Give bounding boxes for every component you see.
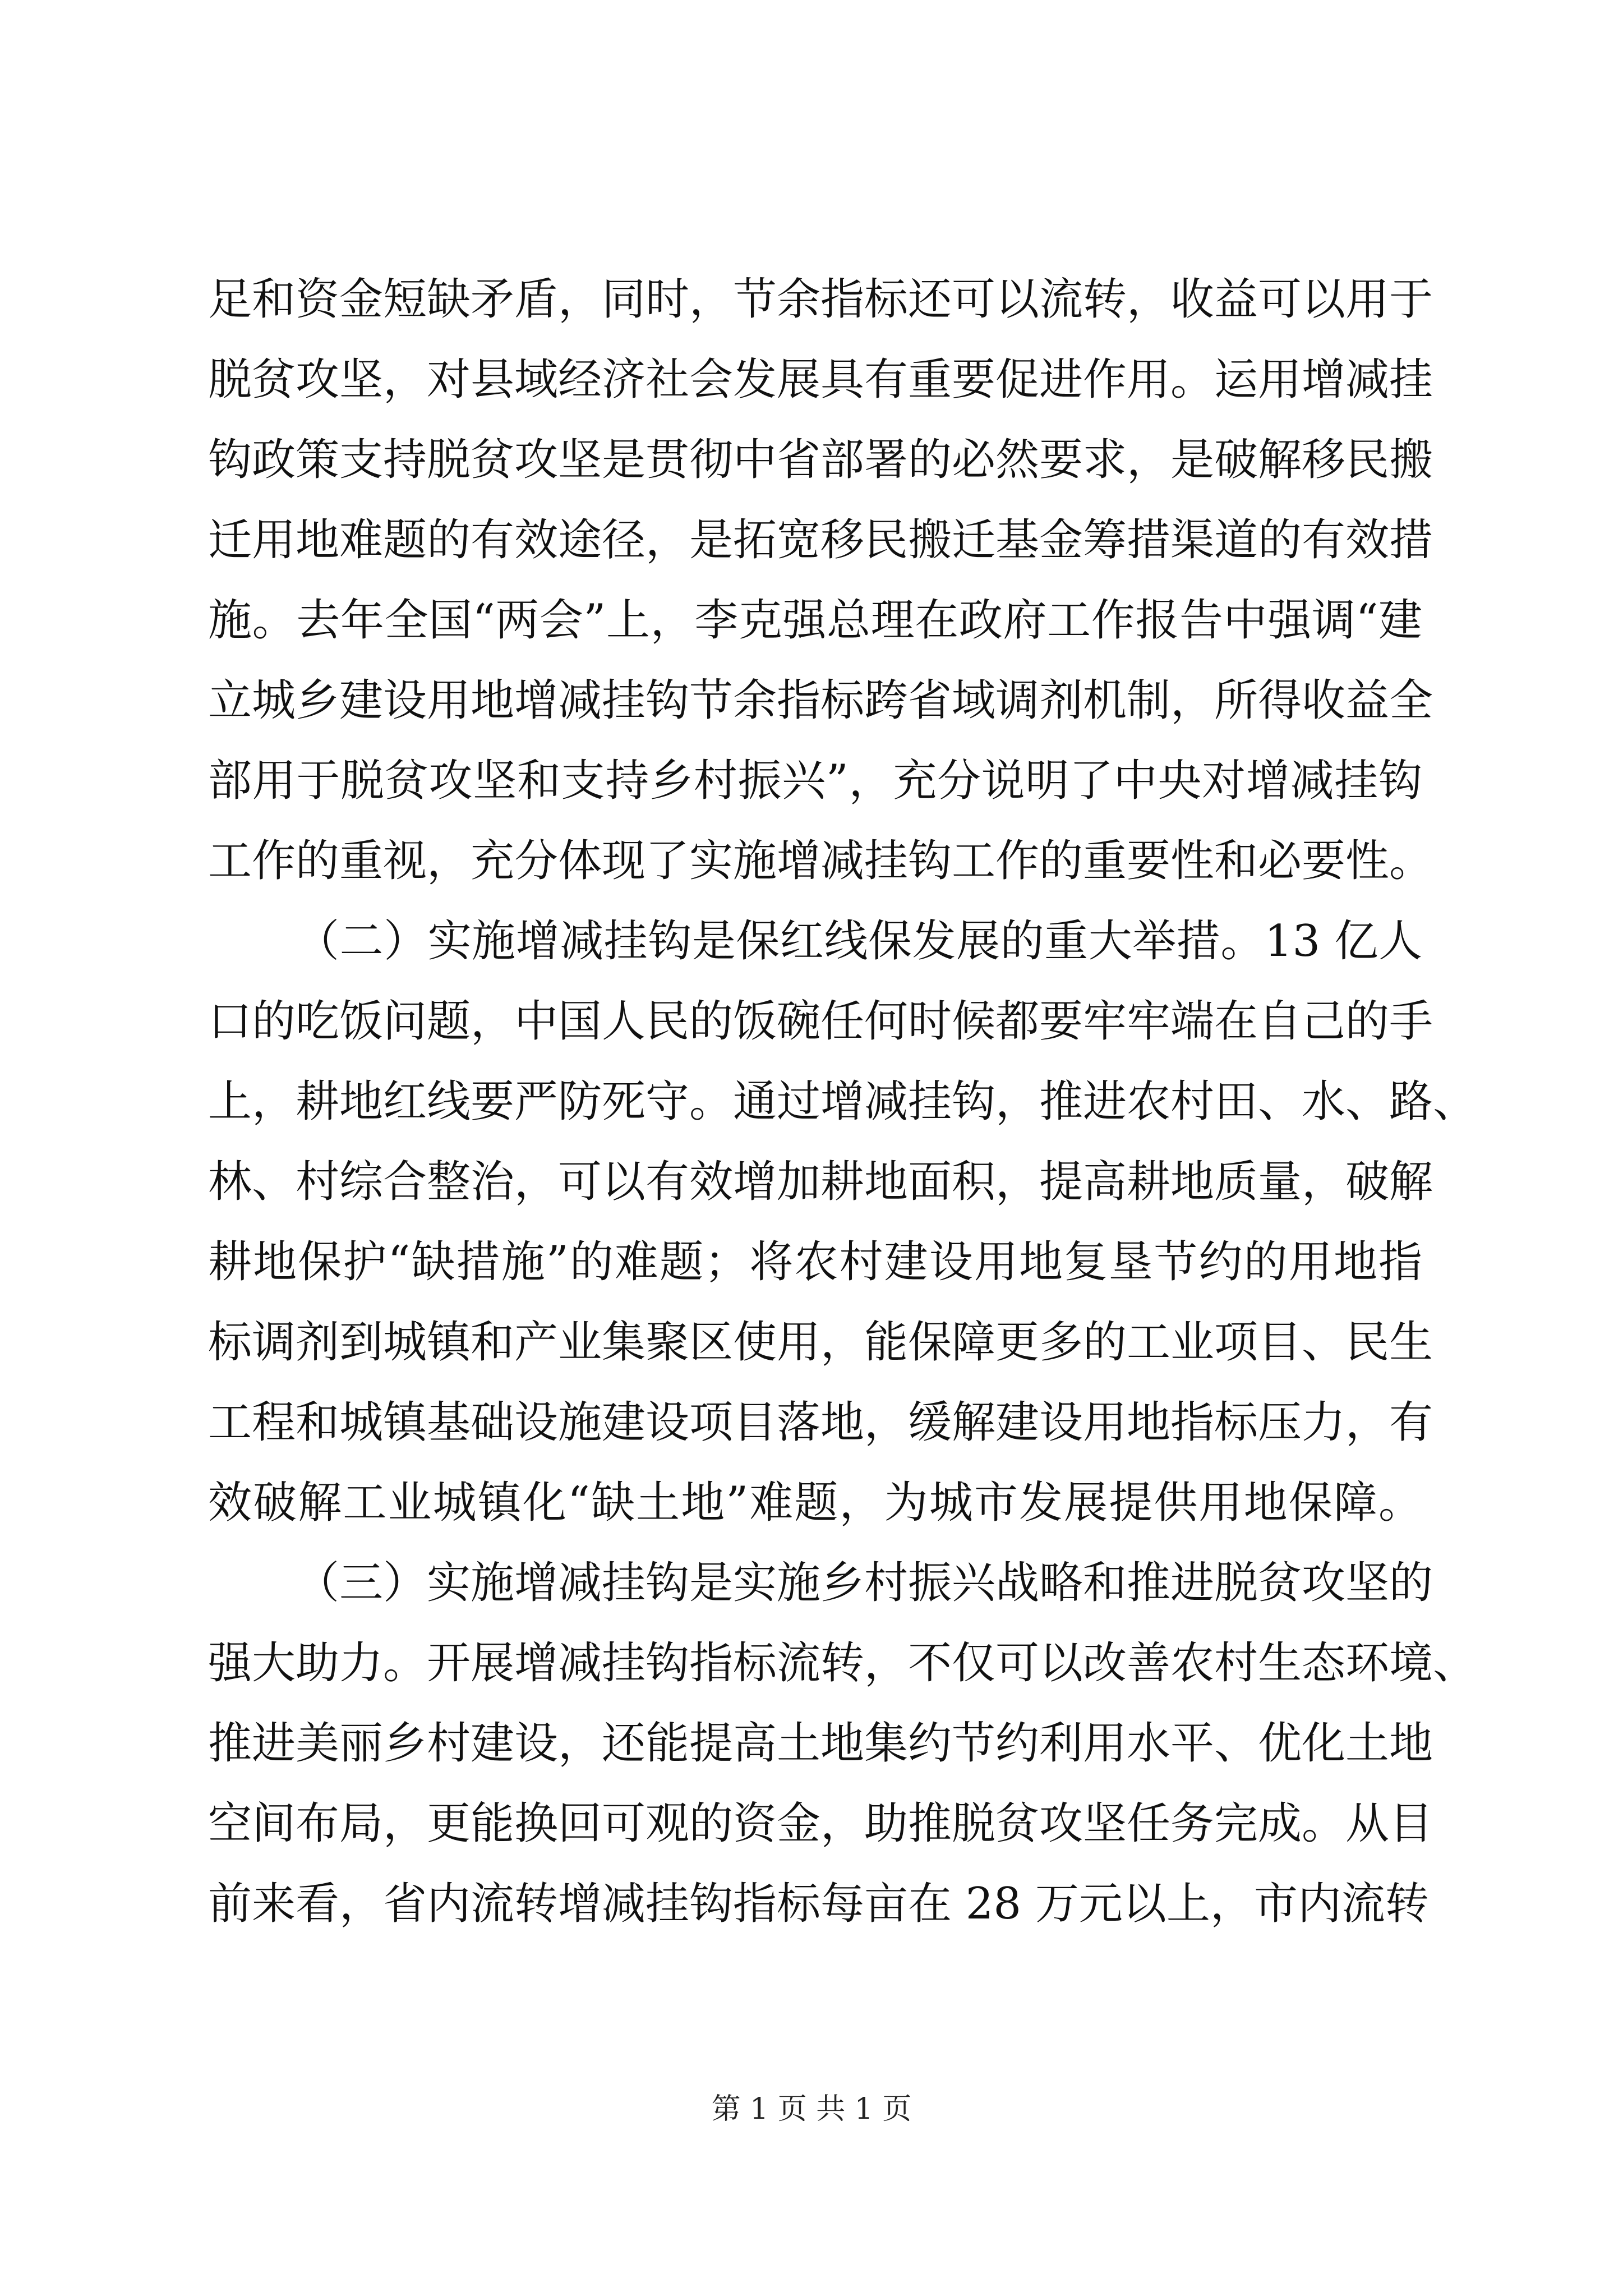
body-line: 空间布局，更能换回可观的资金，助推脱贫攻坚任务完成。从目 — [208, 1798, 1433, 1849]
body-line: 口的吃饭问题，中国人民的饭碗任何时候都要牢牢端在自己的手 — [208, 996, 1433, 1047]
body-line: 钩政策支持脱贫攻坚是贯彻中省部署的必然要求，是破解移民搬 — [208, 435, 1433, 485]
section-heading-line: （三）实施增减挂钩是实施乡村振兴战略和推进脱贫攻坚的 — [296, 1558, 1433, 1608]
body-line: 强大助力。开展增减挂钩指标流转，不仅可以改善农村生态环境、 — [208, 1638, 1477, 1688]
body-line: 前来看，省内流转增减挂钩指标每亩在 28 万元以上，市内流转 — [208, 1879, 1429, 1929]
body-line: 林、村综合整治，可以有效增加耕地面积，提高耕地质量，破解 — [208, 1157, 1433, 1207]
body-line: 足和资金短缺矛盾，同时，节余指标还可以流转，收益可以用于 — [208, 274, 1433, 325]
body-line: 效破解工业城镇化“缺土地”难题，为城市发展提供用地保障。 — [208, 1478, 1422, 1528]
body-line: 迁用地难题的有效途径，是拓宽移民搬迁基金筹措渠道的有效措 — [208, 515, 1433, 565]
body-line: 工程和城镇基础设施建设项目落地，缓解建设用地指标压力，有 — [208, 1397, 1433, 1448]
body-line: 部用于脱贫攻坚和支持乡村振兴”，充分说明了中央对增减挂钩 — [208, 756, 1422, 806]
body-line: 立城乡建设用地增减挂钩节余指标跨省域调剂机制，所得收益全 — [208, 675, 1433, 726]
body-line: 上，耕地红线要严防死守。通过增减挂钩，推进农村田、水、路、 — [208, 1076, 1477, 1127]
body-line: 标调剂到城镇和产业集聚区使用，能保障更多的工业项目、民生 — [208, 1317, 1433, 1368]
body-line: 推进美丽乡村建设，还能提高土地集约节约利用水平、优化土地 — [208, 1718, 1433, 1769]
body-line: 工作的重视，充分体现了实施增减挂钩工作的重要性和必要性。 — [208, 836, 1433, 886]
body-line: 脱贫攻坚，对县域经济社会发展具有重要促进作用。运用增减挂 — [208, 355, 1433, 405]
page-number-footer: 第 1 页 共 1 页 — [711, 2092, 912, 2126]
section-heading-line: （二）实施增减挂钩是保红线保发展的重大举措。13 亿人 — [296, 916, 1422, 967]
body-line: 施。去年全国“两会”上，李克强总理在政府工作报告中强调“建 — [208, 595, 1422, 646]
body-line: 耕地保护“缺措施”的难题；将农村建设用地复垦节约的用地指 — [208, 1237, 1422, 1287]
